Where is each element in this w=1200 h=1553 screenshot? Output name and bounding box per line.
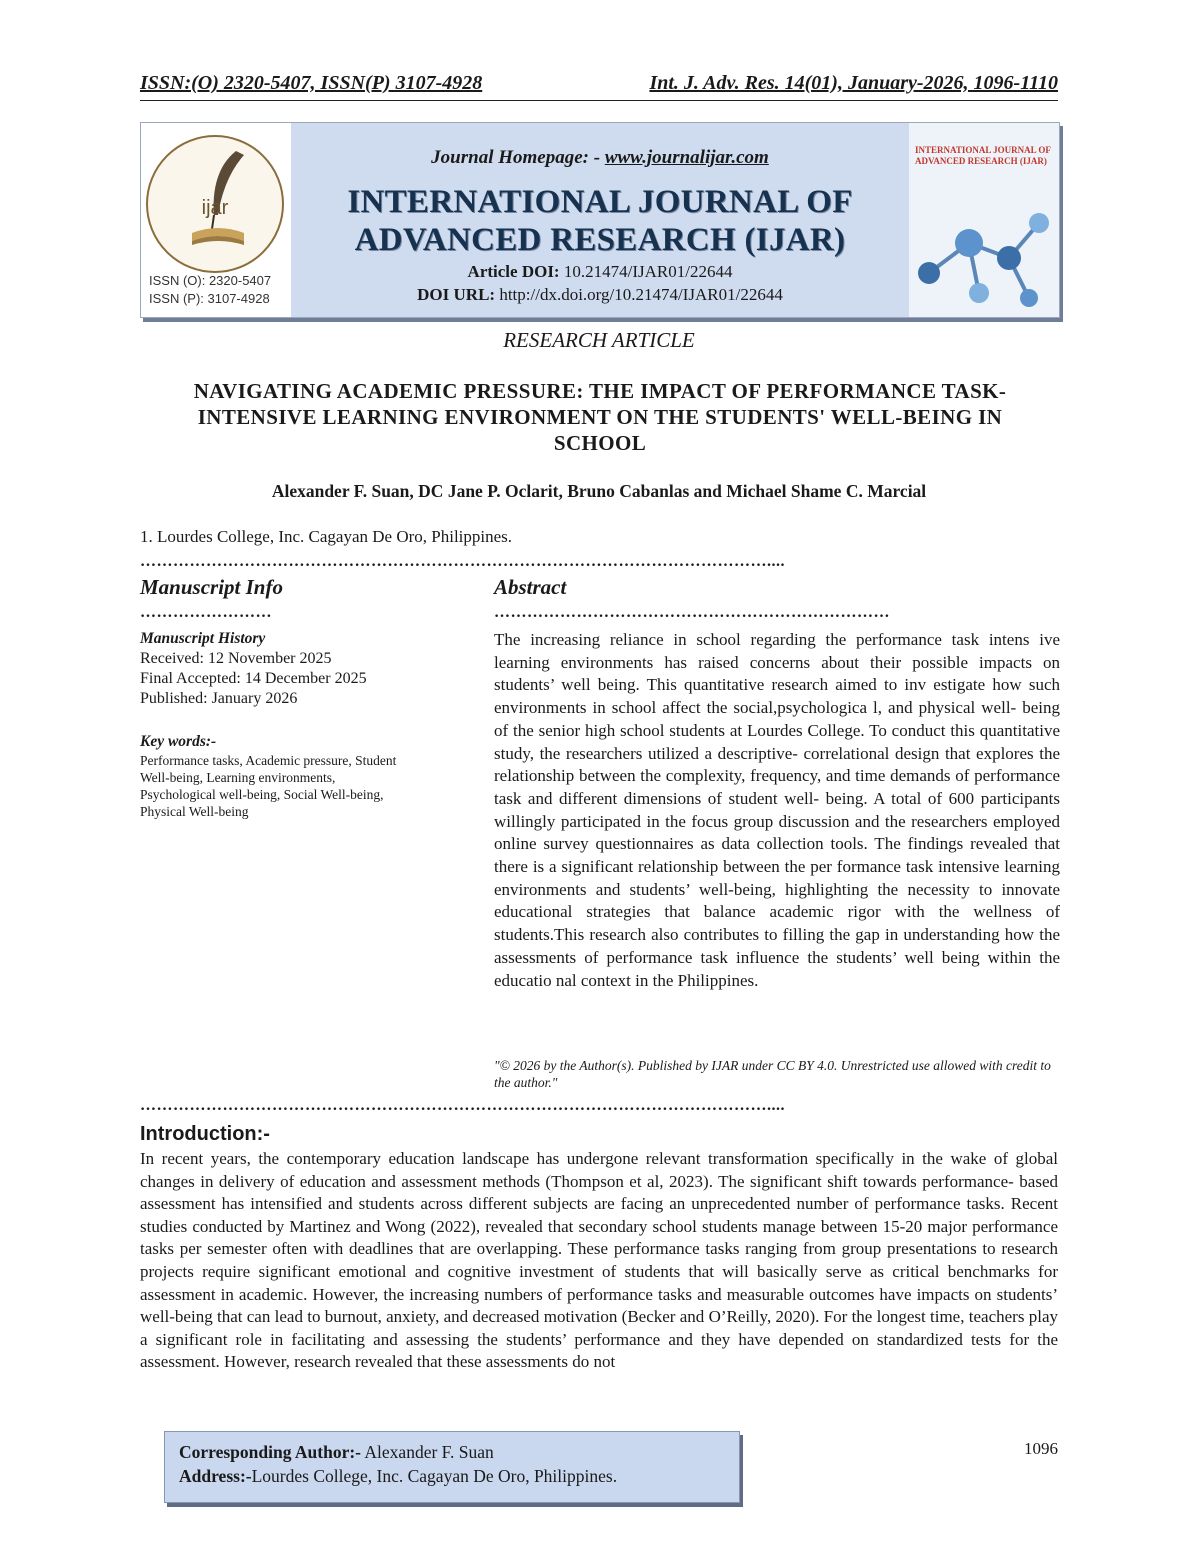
manuscript-dots: …………………… [140,604,272,621]
accepted-date: Final Accepted: 14 December 2025 [140,670,367,687]
logo-panel [141,123,291,317]
keywords-label: Key words:- [140,733,217,750]
address-label: Address:- [179,1466,252,1486]
article-title: NAVIGATING ACADEMIC PRESSURE: THE IMPACT OF PERFORMANCE TASK-INTENSIVE LEARNING ENVIRONMENT ON THE STUDENTS' WELL-BEING IN SCHOOL [193,379,1007,455]
received-date: Received: 12 November 2025 [140,650,332,667]
affiliation: 1. Lourdes College, Inc. Cagayan De Oro, Philippines. [140,527,513,546]
published-date: Published: January 2026 [140,690,298,707]
abstract-dots: ……………………………………………………………… [494,604,890,621]
article-type: RESEARCH ARTICLE [503,328,695,352]
issn-header: ISSN:(O) 2320-5407, ISSN(P) 3107-4928 [140,72,483,94]
journal-banner [140,122,1060,318]
molecule-icon [909,183,1059,317]
doi-label: Article DOI: [467,262,560,281]
journal-logo [146,135,284,273]
keywords-list: Performance tasks, Academic pressure, Student Well-being, Learning environments, Psychological well-being, Social Well-being, Physical Well-being [140,753,397,819]
doi-url [291,285,909,305]
homepage-label: Journal Homepage: - [431,147,605,168]
banner-center [291,123,909,317]
abstract-body: The increasing reliance in school regarding the performance task intens ive learning environments has raised concerns about their possible impacts on students’ well being. This quantitative research aimed to inv estigate how such environments in school affect the social,psychologica l, and physical well- being of the senior high school students at Lourdes College. To conduct this quantitative study, the researchers utilized a descriptive- correlational design that explores the relationship between the complexity, frequency, and time demands of performance task and different dimensions of student well- being. A total of 600 participants willingly participated in the focus group discussion and the researchers employed online survey questionnaires as data collection tools. The findings revealed that there is a significant relationship between the per formance task intensive learning environments and students’ well-being, highlighting the necessity to innovate educational strategies that balance academic rigor with the wellness of students.This research also contributes to filling the gap in understanding how the assessments of performance task influence the students’ well being within the educatio nal context in the Philippines. [494,630,1060,990]
separator-top: …………………………………………………………………………………………………….... [140,553,785,570]
article-doi [291,262,909,282]
corresponding-label: Corresponding Author:- [179,1442,361,1462]
journal-title-line2: ADVANCED RESEARCH (IJAR) [354,222,846,258]
journal-title-line1: INTERNATIONAL JOURNAL OF [347,184,853,220]
doi-url-label: DOI URL: [417,285,496,304]
running-header [140,70,1058,101]
journal-title [291,183,909,259]
manuscript-history-label: Manuscript History [140,630,266,647]
author-address [179,1466,617,1487]
page-number: 1096 [1024,1439,1058,1458]
corresponding-author [179,1442,494,1463]
separator-bottom: …………………………………………………………………………………………………….... [140,1097,785,1114]
abstract-heading: Abstract [494,575,567,599]
homepage-link[interactable]: www.journalijar.com [604,147,769,168]
address-value: Lourdes College, Inc. Cagayan De Oro, Philippines. [251,1466,618,1486]
license-note: "© 2026 by the Author(s). Published by IJAR under CC BY 4.0. Unrestricted use allowed with credit to the author." [494,1058,1051,1090]
corresponding-author-box [164,1431,740,1503]
manuscript-info-heading: Manuscript Info [140,575,283,599]
logo-wordmark: ijar [201,197,229,219]
introduction-heading: Introduction:- [140,1123,270,1145]
citation-header: Int. J. Adv. Res. 14(01), January-2026, 1096-1110 [649,72,1058,94]
introduction-body: In recent years, the contemporary education landscape has undergone relevant transformation specifically in the wake of global changes in delivery of education and assessment methods (Thompson et al, 2023). The significant shift towards performance- based assessment has intensified and students across different subjects are facing an unprecedented number of performance tasks. Recent studies conducted by Martinez and Wong (2022), revealed that secondary school students manage between 15-20 major performance tasks per semester often with deadlines that are overlapping. These performance tasks ranging from group presentations to research projects require significant emotional and cognitive investment of students that will basically serve as critical benchmarks for assessment in academic. However, the increasing numbers of performance tasks and measurable outcomes have impacts on students’ well-being that can lead to burnout, anxiety, and decreased motivation (Becker and O’Reilly, 2020). For the longest time, teachers play a significant role in facilitating and assessing the students’ performance and they have depended on standardized tests for the assessment. However, research revealed that these assessments do not [140,1149,1058,1372]
journal-cover-thumbnail [909,123,1059,317]
doi-url-link[interactable]: http://dx.doi.org/10.21474/IJAR01/22644 [495,285,783,304]
author-list: Alexander F. Suan, DC Jane P. Oclarit, Bruno Cabanlas and Michael Shame C. Marcial [271,481,927,501]
doi-value: 10.21474/IJAR01/22644 [559,262,733,281]
logo-issn-print: ISSN (P): 3107-4928 [149,291,270,306]
logo-issn-online: ISSN (O): 2320-5407 [149,273,272,288]
corresponding-name: Alexander F. Suan [361,1442,494,1462]
cover-title: INTERNATIONAL JOURNAL OF ADVANCED RESEARCH (IJAR) [915,145,1051,166]
journal-homepage [291,147,909,169]
